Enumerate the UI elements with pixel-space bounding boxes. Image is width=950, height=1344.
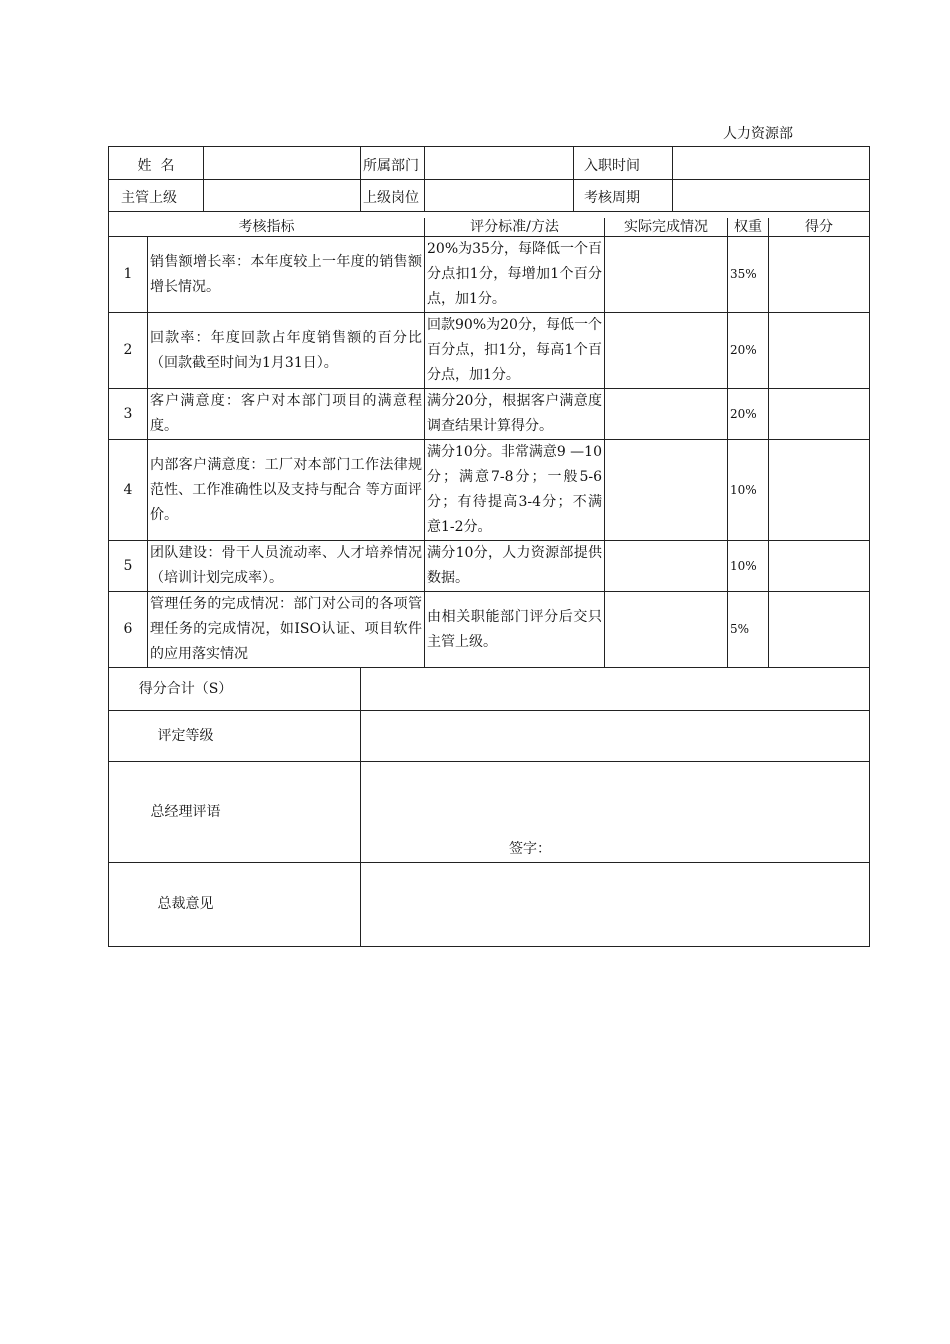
header-score: 得分: [769, 218, 870, 237]
weight-cell: 10%: [728, 541, 769, 592]
supervisor-label: 主管上级: [109, 180, 204, 212]
row-number: 4: [109, 440, 148, 541]
weight-cell: 5%: [728, 592, 769, 668]
row-number: 1: [109, 237, 148, 313]
indicator-cell: 客户满意度：客户对本部门项目的满意程度。: [148, 389, 425, 440]
period-label: 考核周期: [574, 180, 673, 212]
actual-cell[interactable]: [605, 541, 728, 592]
gm-comment-label: 总经理评语: [109, 762, 361, 863]
indicator-cell: 内部客户满意度：工厂对本部门工作法律规范性、工作准确性以及支持与配合 等方面评价。: [148, 440, 425, 541]
criteria-cell: 满分10分，人力资源部提供数据。: [425, 541, 605, 592]
header-indicator: 考核指标: [109, 218, 425, 237]
department-label: 人力资源部: [723, 126, 793, 142]
table-row: [109, 541, 870, 592]
grade-row: [109, 711, 870, 762]
weight-cell: 10%: [728, 440, 769, 541]
president-row: [109, 863, 870, 947]
score-cell[interactable]: [769, 313, 870, 389]
position-field[interactable]: [425, 180, 574, 212]
dept-field[interactable]: [425, 147, 574, 180]
actual-cell[interactable]: [605, 237, 728, 313]
score-cell[interactable]: [769, 237, 870, 313]
president-label: 总裁意见: [109, 863, 361, 947]
score-cell[interactable]: [769, 440, 870, 541]
appraisal-table: [108, 146, 870, 947]
header-weight: 权重: [728, 218, 769, 237]
total-field[interactable]: [361, 668, 870, 711]
header-criteria: 评分标准/方法: [425, 218, 605, 237]
header-row: [109, 218, 870, 237]
weight-cell: 20%: [728, 389, 769, 440]
total-row: [109, 668, 870, 711]
criteria-cell: 满分10分。非常满意9 —10分；满意7-8分；一般5-6分；有待提高3-4分；不满意1-2分。: [425, 440, 605, 541]
supervisor-field[interactable]: [204, 180, 361, 212]
actual-cell[interactable]: [605, 592, 728, 668]
info-row-1: [109, 147, 870, 180]
score-cell[interactable]: [769, 389, 870, 440]
indicator-cell: 管理任务的完成情况：部门对公司的各项管理任务的完成情况，如ISO认证、项目软件的应用落实情况: [148, 592, 425, 668]
grade-field[interactable]: [361, 711, 870, 762]
score-cell[interactable]: [769, 541, 870, 592]
indicator-cell: 团队建设：骨干人员流动率、人才培养情况（培训计划完成率）。: [148, 541, 425, 592]
gm-comment-field[interactable]: [361, 762, 870, 863]
weight-cell: 20%: [728, 313, 769, 389]
table-row: [109, 440, 870, 541]
table-row: [109, 389, 870, 440]
row-number: 6: [109, 592, 148, 668]
period-field[interactable]: [673, 180, 870, 212]
weight-cell: 35%: [728, 237, 769, 313]
join-date-label: 入职时间: [574, 147, 673, 180]
criteria-cell: 回款90%为20分，每低一个百分点，扣1分，每高1个百分点，加1分。: [425, 313, 605, 389]
grade-label: 评定等级: [109, 711, 361, 762]
info-row-2: [109, 180, 870, 212]
indicator-cell: 回款率：年度回款占年度销售额的百分比（回款截至时间为1月31日）。: [148, 313, 425, 389]
president-field[interactable]: [361, 863, 870, 947]
actual-cell[interactable]: [605, 440, 728, 541]
table-row: [109, 592, 870, 668]
dept-label: 所属部门: [361, 147, 425, 180]
actual-cell[interactable]: [605, 389, 728, 440]
row-number: 3: [109, 389, 148, 440]
indicator-cell: 销售额增长率：本年度较上一年度的销售额增长情况。: [148, 237, 425, 313]
criteria-cell: 由相关职能部门评分后交只主管上级。: [425, 592, 605, 668]
criteria-cell: 20%为35分，每降低一个百分点扣1分，每增加1个百分点，加1分。: [425, 237, 605, 313]
table-row: [109, 237, 870, 313]
signature-label: 签字：: [509, 841, 551, 857]
actual-cell[interactable]: [605, 313, 728, 389]
header-actual: 实际完成情况: [605, 218, 728, 237]
score-cell[interactable]: [769, 592, 870, 668]
name-field[interactable]: [204, 147, 361, 180]
criteria-cell: 满分20分，根据客户满意度调查结果计算得分。: [425, 389, 605, 440]
join-date-field[interactable]: [673, 147, 870, 180]
row-number: 5: [109, 541, 148, 592]
row-number: 2: [109, 313, 148, 389]
name-label: 姓 名: [109, 147, 204, 180]
position-label: 上级岗位: [361, 180, 425, 212]
gm-comment-row: [109, 762, 870, 863]
total-label: 得分合计（S）: [109, 668, 361, 711]
table-row: [109, 313, 870, 389]
